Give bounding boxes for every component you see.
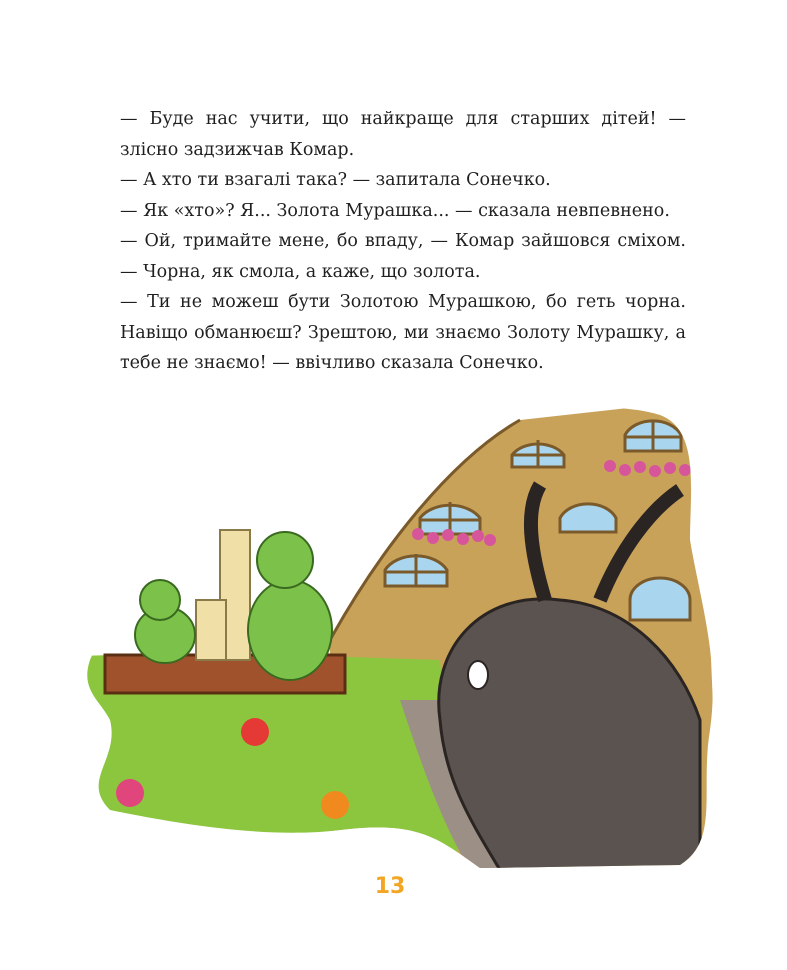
flower-red [241, 718, 269, 746]
paragraph: — Ой, тримайте мене, бо впаду, — Комар зайшовся сміхом. — Чорна, як смола, а каже, що золота. [120, 231, 686, 282]
paragraph: — Буде нас учити, що найкраще для старших дітей! — злісно задзижчав Комар. [120, 109, 686, 160]
paragraph: — Як «хто»? Я... Золота Мурашка... — сказала невпевнено. [120, 200, 670, 221]
story-text [120, 104, 686, 379]
paragraph: — А хто ти взагалі така? — запитала Сонечко. [120, 170, 551, 190]
flower-orange [321, 791, 349, 819]
flower-pink [116, 779, 144, 807]
paragraph: — Ти не можеш бути Золотою Мурашкою, бо геть чорна. Навіщо обманюєш? Зрештою, ми знаємо Золоту Мурашку, а тебе не знаємо! — ввічливо сказала Сонечко. [120, 292, 686, 373]
page-number: 13 [374, 874, 406, 899]
ant-eye [468, 661, 488, 689]
story-illustration [0, 400, 787, 870]
